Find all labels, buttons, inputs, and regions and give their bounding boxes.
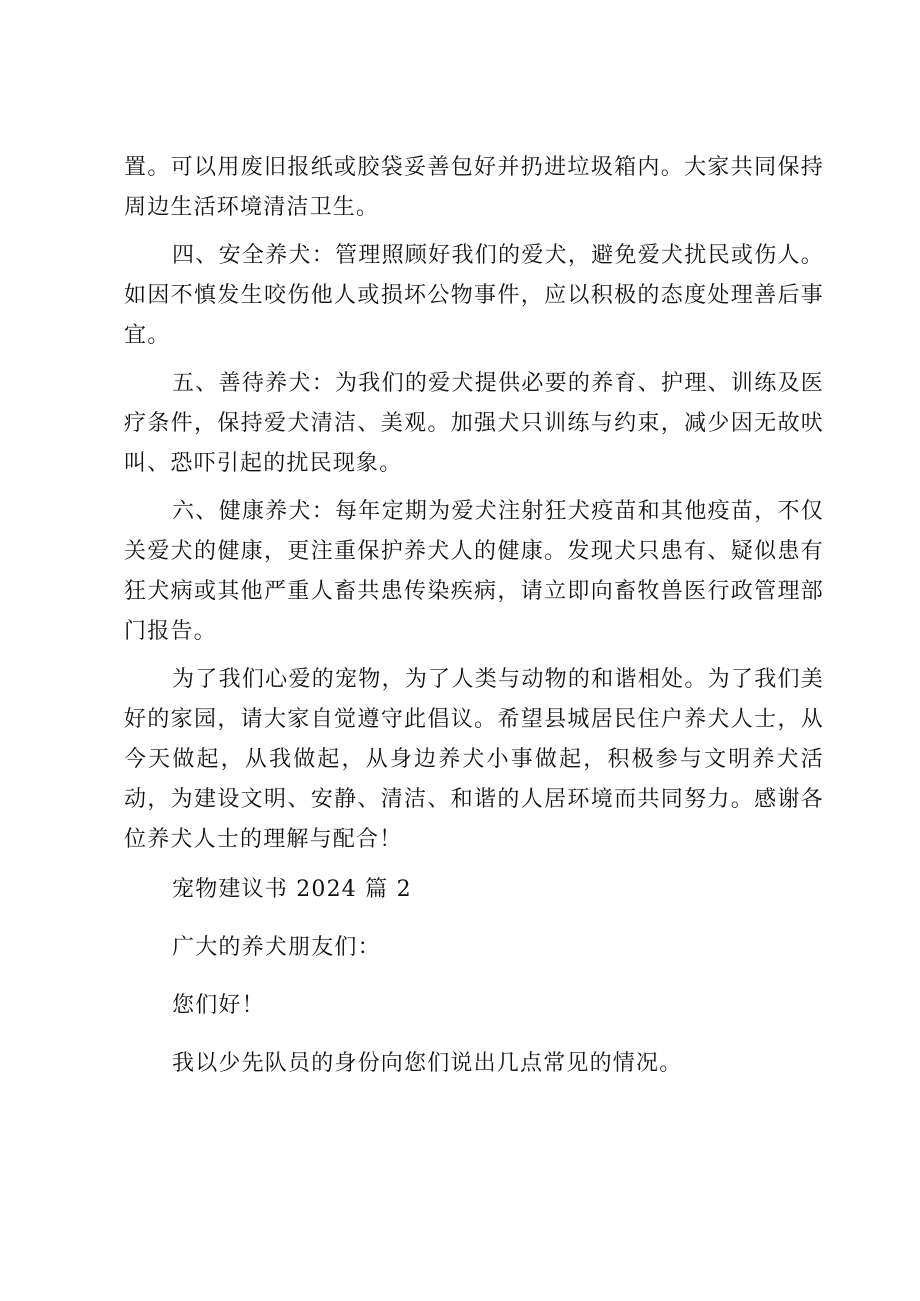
paragraph-healthy-dog-keeping: 六、健康养犬：每年定期为爱犬注射狂犬疫苗和其他疫苗，不仅关爱犬的健康，更注重保护养犬人的健康。发现犬只患有、疑似患有狂犬病或其他严重人畜共患传染疾病，请立即向畜牧兽医行政管理部门报告。 xyxy=(124,499,824,644)
paragraph-kind-dog-keeping: 五、善待养犬：为我们的爱犬提供必要的养育、护理、训练及医疗条件，保持爱犬清洁、美观。加强犬只训练与约束，减少因无故吠叫、恐吓引起的扰民现象。 xyxy=(124,371,824,476)
opening-line: 我以少先队员的身份向您们说出几点常见的情况。 xyxy=(172,1051,683,1076)
salutation: 广大的养犬朋友们： xyxy=(172,935,381,960)
section-title: 宠物建议书 2024 篇 2 xyxy=(172,877,412,902)
paragraph-closing-appeal: 为了我们心爱的宠物，为了人类与动物的和谐相处。为了我们美好的家园，请大家自觉遵守此倡议。希望县城居民住户养犬人士，从今天做起，从我做起，从身边养犬小事做起，积极参与文明养犬活动，为建设文明、安静、清洁、和谐的人居环境而共同努力。感谢各位养犬人士的理解与配合！ xyxy=(124,667,824,852)
greeting: 您们好！ xyxy=(172,993,265,1018)
document-body xyxy=(124,148,824,1084)
paragraph-safe-dog-keeping: 四、安全养犬：管理照顾好我们的爱犬，避免爱犬扰民或伤人。如因不慎发生咬伤他人或损坏公物事件，应以积极的态度处理善后事宜。 xyxy=(124,243,824,348)
paragraph-continued: 置。可以用废旧报纸或胶袋妥善包好并扔进垃圾箱内。大家共同保持周边生活环境清洁卫生。 xyxy=(124,155,824,220)
